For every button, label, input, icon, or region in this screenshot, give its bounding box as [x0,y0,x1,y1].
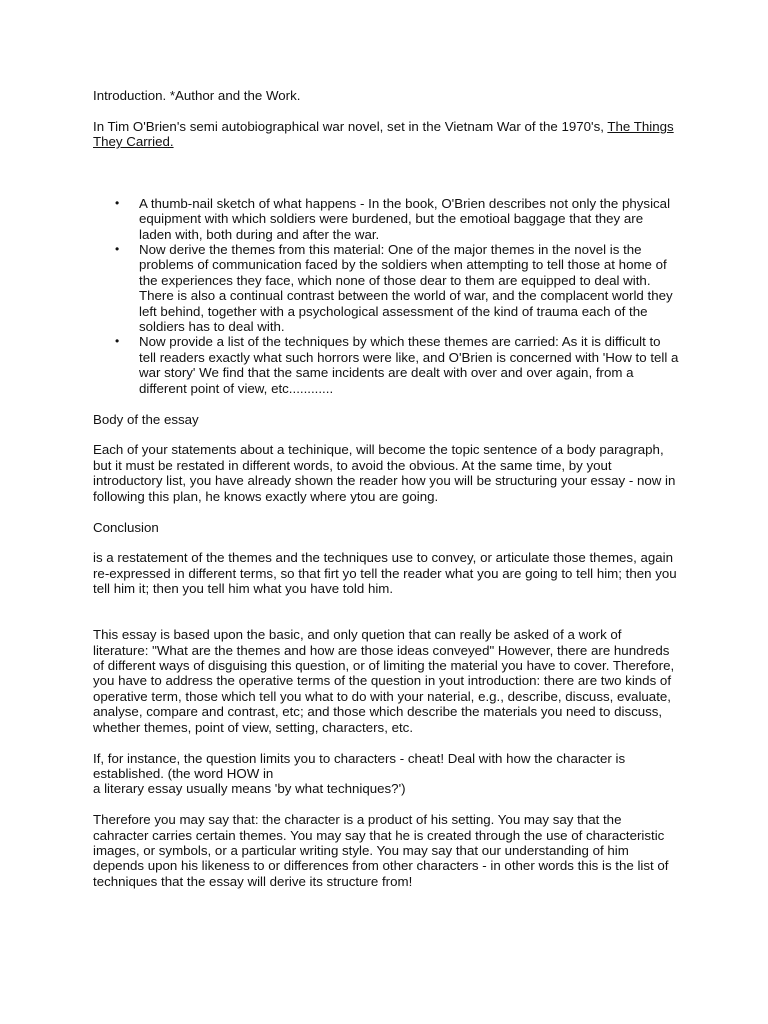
bullet-text: Now provide a list of the techniques by which these themes are carried: As it is difficult to tell readers exactly what such horrors were like, and O'Brien is concerned with 'How to tell a war story' We find that the same incidents are dealt with over and over again, from a different point of view, etc............ [139,334,679,396]
bullet-icon: • [115,195,120,210]
book-title-link: The Things They Carried. [93,118,674,150]
techniques-paragraph: Therefore you may say that: the character is a product of his setting. You may say that the cahracter carries certain themes. You may say that he is created through the use of characteristic images, or symbols, or a particular writing style. You may say that our understanding of him depends upon his likeness to or differences from other characters - in other words this is the list of techniques that the essay will derive its structure from! [93,812,669,889]
essay-basis-paragraph: This essay is based upon the basic, and only quetion that can really be asked of a work of literature: "What are the themes and how are those ideas conveyed" However, there are hundreds of different ways of disguising this question, or of limiting the material you have to cover. Therefore, you have to address the operative terms of the question in yout introduction: there are two kinds of operative term, those which tell you what to do with your naterial, e.g., describe, discuss, evaluate, analyse, compare and contrast, etc; and those which describe the materials you need to discuss, whether themes, point of view, setting, characters, etc. [93,627,675,735]
bullet-text: Now derive the themes from this material: One of the major themes in the novel is the problems of communication faced by the soldiers when attempting to tell those at home of the experiences they face, which none of those dear to them are equipped to deal with. There is also a continual contrast between the world of war, and the complacent world they left behind, together with a psychological assessment of the kind of trauma each of the soldiers has to deal with. [139,241,673,334]
bullet-icon: • [115,334,120,349]
bullet-list [93,196,679,396]
characters-line-1: If, for instance, the question limits you to characters - cheat! Deal with how the character is established. (the word HOW in [93,750,626,781]
list-item [93,334,679,396]
intro-text: In Tim O'Brien's semi autobiographical war novel, set in the Vietnam War of the 1970's, [93,118,608,134]
body-paragraph: Each of your statements about a techinique, will become the topic sentence of a body paragraph, but it must be restated in different words, to avoid the obvious. At the same time, by yout introductory list, you have already shown the reader how you will be structuring your essay - now in following this plan, he knows exactly where ytou are going. [93,442,676,504]
characters-paragraph [93,751,679,797]
list-item [93,242,679,334]
bullet-icon: • [115,241,120,256]
conclusion-heading: Conclusion [93,519,159,535]
list-item [93,196,679,242]
bullet-text: A thumb-nail sketch of what happens - In the book, O'Brien describes not only the physical equipment with which soldiers were burdened, but the emotioal baggage that they are laden with, both during and after the war. [139,195,671,242]
characters-line-2: a literary essay usually means 'by what techniques?') [93,781,406,797]
intro-heading: Introduction. *Author and the Work. [93,88,301,103]
document-page [93,88,679,889]
intro-paragraph [93,119,679,150]
conclusion-paragraph: is a restatement of the themes and the techniques use to convey, or articulate those themes, again re-expressed in different terms, so that firt yo tell the reader what you are going to tell him; then you tell him it; then you tell him what you have told him. [93,550,677,597]
body-heading: Body of the essay [93,411,199,427]
